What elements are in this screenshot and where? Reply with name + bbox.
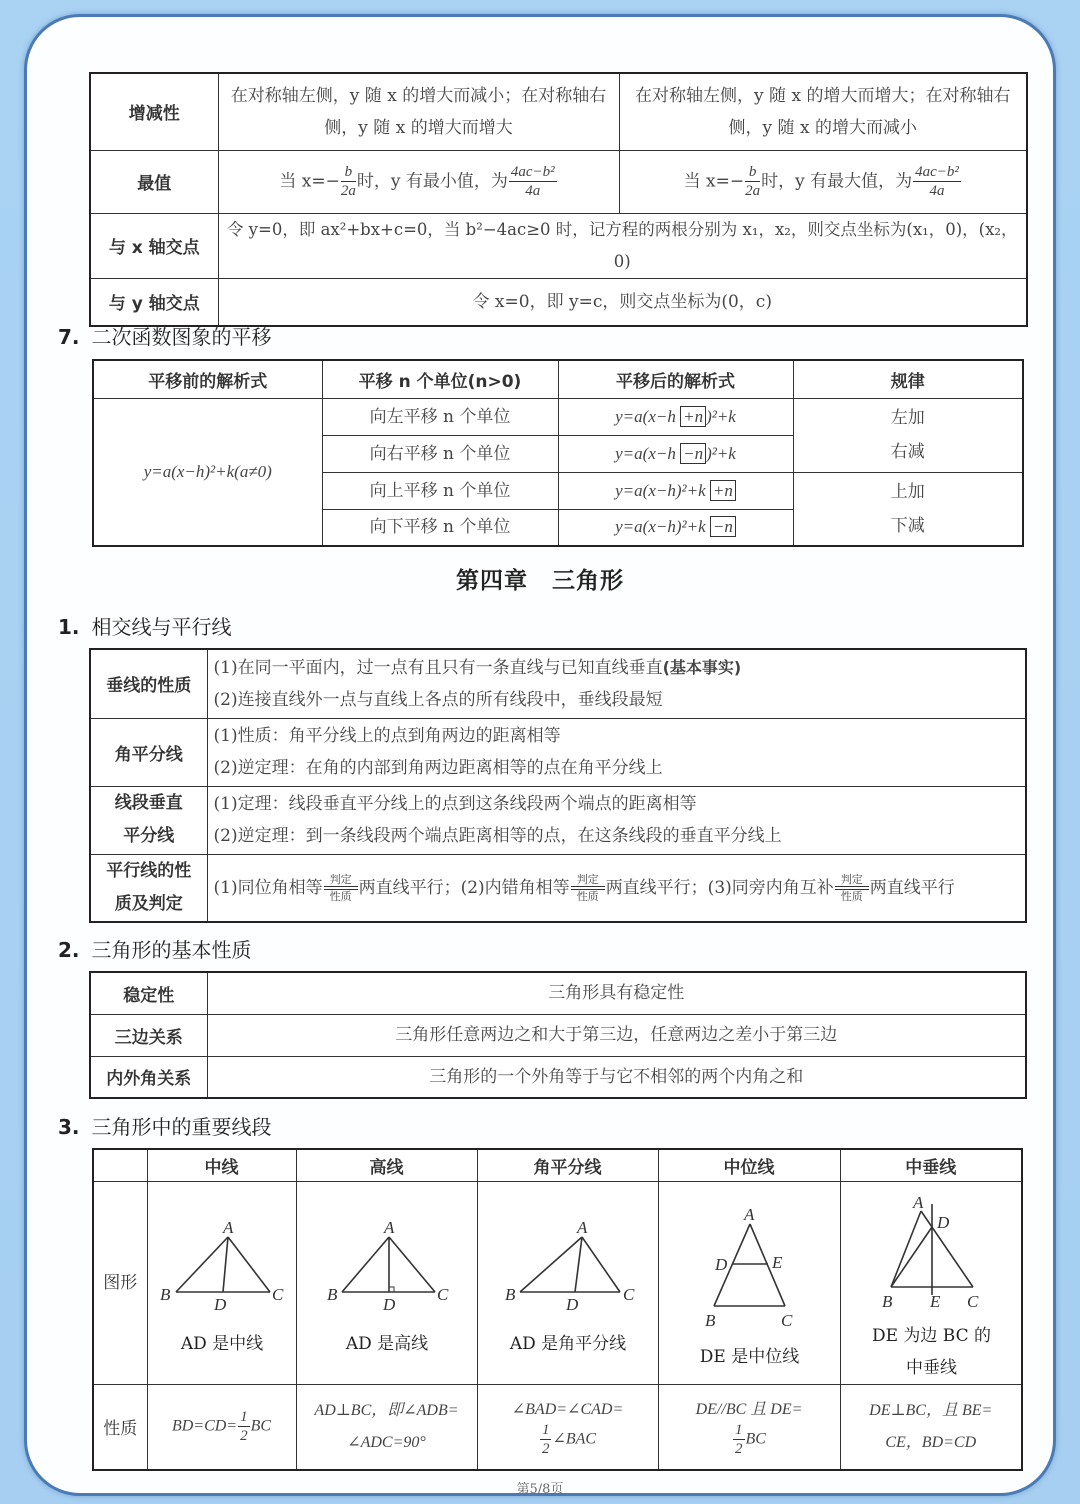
numerator: 1	[541, 1421, 550, 1438]
line-text: DE//BC 且 DE=	[695, 1400, 803, 1418]
svg-text:A: A	[222, 1217, 233, 1237]
label-line: 质及判定	[114, 893, 183, 914]
cell-x-intercept: 令 y=0，即 ax²+bx+c=0，当 b²−4ac≥0 时，记方程的两根分别为 x₁，x₂，则交点坐标为(x₁，0)，(x₂，0)	[218, 213, 1027, 278]
table-row-properties	[93, 1384, 1022, 1470]
move-description: 向左平移 n 个单位	[322, 398, 558, 435]
column-header: 角平分线	[477, 1149, 658, 1181]
row-label-x-intercept: 与 x 轴交点	[90, 213, 218, 278]
row-content: 三角形的一个外角等于与它不相邻的两个内角之和	[207, 1056, 1026, 1098]
rule-text: 右减	[890, 442, 925, 462]
section-number: 3.	[58, 1115, 80, 1139]
column-header: 中位线	[658, 1149, 840, 1181]
svg-text:C: C	[966, 1291, 978, 1311]
text: 时，y 有最大值，为	[761, 171, 913, 191]
fraction	[913, 165, 961, 199]
row-content: 三角形具有稳定性	[207, 972, 1026, 1014]
rule-horizontal	[793, 398, 1023, 472]
figure-caption: AD 是中线	[180, 1333, 264, 1354]
row-content	[207, 718, 1026, 786]
line-text: (1)性质：角平分线上的点到角两边的距离相等	[213, 726, 561, 746]
line-text: (2)逆定理：在角的内部到角两边距离相等的点在角平分线上	[213, 758, 663, 778]
svg-text:B: B	[881, 1291, 892, 1311]
boxed-term: −n	[680, 443, 706, 464]
boxed-term: +n	[680, 406, 706, 427]
arrow-label: 判定	[329, 873, 352, 887]
table-row	[90, 854, 1026, 922]
figure-caption: AD 是高线	[345, 1333, 429, 1354]
triangle-segments-table	[92, 1148, 1023, 1471]
quadratic-properties-table	[89, 72, 1028, 327]
svg-text:A: A	[912, 1192, 923, 1212]
line-text: CE，BD=CD	[885, 1433, 977, 1451]
column-header: 规律	[793, 360, 1023, 398]
table-row	[90, 213, 1027, 278]
rule-vertical	[793, 472, 1023, 546]
denominator: 2	[735, 1440, 743, 1457]
svg-text:A: A	[383, 1217, 394, 1237]
text: 两直线平行	[869, 877, 955, 898]
numerator: 4ac−b²	[510, 163, 555, 180]
table-row	[90, 649, 1026, 718]
arrow-label: 性质	[840, 890, 863, 904]
fraction	[341, 165, 356, 199]
result-formula	[558, 398, 793, 435]
section-title: 三角形的基本性质	[91, 938, 252, 962]
table-row	[90, 718, 1026, 786]
text: y=a(x−h	[615, 406, 681, 426]
move-description: 向下平移 n 个单位	[322, 509, 558, 546]
section-title: 相交线与平行线	[91, 615, 232, 639]
section-number: 2.	[58, 938, 80, 962]
cell-extremum-right	[619, 150, 1027, 213]
row-content	[207, 649, 1026, 718]
numerator: 4ac−b²	[915, 163, 959, 180]
arrow-label: 性质	[576, 890, 599, 904]
text: y=a(x−h)²+k	[615, 517, 710, 537]
svg-text:B: B	[159, 1284, 170, 1304]
figure-altitude	[296, 1181, 477, 1384]
row-label: 稳定性	[90, 972, 207, 1014]
text: )²+k	[706, 406, 736, 426]
column-header: 平移后的解析式	[558, 360, 793, 398]
text: y=a(x−h	[615, 443, 681, 463]
column-header: 中垂线	[840, 1149, 1022, 1181]
fraction	[238, 1410, 250, 1444]
line-text: AD⊥BC，即∠ADB=	[314, 1401, 459, 1419]
row-label: 内外角关系	[90, 1056, 207, 1098]
cell-monotonicity-right: 在对称轴左侧，y 随 x 的增大而增大；在对称轴右侧，y 随 x 的增大而减小	[619, 73, 1027, 150]
bold-note: (基本事实)	[662, 657, 742, 677]
line-text: (1)在同一平面内，过一点有且只有一条直线与已知直线垂直	[213, 657, 663, 678]
section-heading	[58, 934, 252, 963]
numerator: 1	[240, 1408, 248, 1425]
figure-median	[147, 1181, 296, 1384]
property-median	[147, 1384, 296, 1470]
text: BD=CD=	[171, 1417, 238, 1435]
row-label-y-intercept: 与 y 轴交点	[90, 278, 218, 326]
label-line: 平分线	[123, 826, 175, 846]
svg-text:C: C	[271, 1284, 283, 1304]
row-label: 角平分线	[90, 718, 207, 786]
svg-text:D: D	[213, 1294, 226, 1314]
text: BC	[250, 1417, 272, 1435]
svg-text:B: B	[326, 1284, 337, 1304]
cell-y-intercept: 令 x=0，即 y=c，则交点坐标为(0，c)	[218, 278, 1027, 326]
arrow-label: 判定	[840, 873, 863, 887]
row-label: 性质	[93, 1384, 147, 1470]
svg-text:E: E	[771, 1252, 782, 1272]
svg-text:A: A	[743, 1204, 754, 1224]
rule-text: 上加	[890, 481, 925, 502]
text: BC	[745, 1430, 766, 1448]
column-header: 平移 n 个单位(n>0)	[322, 360, 558, 398]
section-number: 7.	[58, 325, 80, 349]
table-row	[90, 150, 1027, 213]
column-header	[93, 1149, 147, 1181]
text: y=a(x−h)²+k	[615, 480, 710, 500]
triangle-basics-table	[89, 971, 1027, 1099]
svg-text:D: D	[565, 1294, 578, 1314]
page-number: 第5/8页	[516, 1482, 564, 1497]
svg-text:C: C	[622, 1284, 634, 1304]
svg-text:B: B	[704, 1310, 715, 1330]
text: 两直线平行；(3)同旁内角互补	[605, 877, 834, 898]
table-row	[90, 73, 1027, 150]
figure-caption: AD 是角平分线	[509, 1333, 627, 1354]
section-title: 二次函数图象的平移	[91, 325, 272, 349]
row-content: 三角形任意两边之和大于第三边，任意两边之差小于第三边	[207, 1014, 1026, 1056]
table-header-row	[93, 360, 1023, 398]
table-row	[90, 1056, 1026, 1098]
lines-table	[89, 648, 1027, 923]
arrow-label: 性质	[329, 890, 352, 904]
section-heading	[58, 611, 232, 640]
move-description: 向上平移 n 个单位	[322, 472, 558, 509]
rule-text: 左加	[890, 408, 925, 428]
table-row-figures	[93, 1181, 1022, 1384]
text: 当 x=−	[683, 171, 745, 191]
rule-text: 下减	[890, 515, 925, 536]
caption-line: 中垂线	[906, 1357, 957, 1378]
row-content	[207, 786, 1026, 854]
row-label	[90, 786, 207, 854]
svg-text:A: A	[576, 1217, 587, 1237]
numerator: 1	[735, 1421, 743, 1438]
text: )²+k	[706, 443, 736, 463]
svg-text:D: D	[382, 1294, 395, 1314]
section-heading	[58, 321, 272, 350]
svg-text:C: C	[780, 1310, 792, 1330]
figure-caption: DE 是中位线	[699, 1346, 800, 1367]
numerator: b	[341, 165, 356, 182]
denominator: 2	[541, 1440, 550, 1457]
property-midline	[658, 1384, 840, 1470]
line-text: (2)连接直线外一点与直线上各点的所有线段中，垂线段最短	[213, 689, 663, 710]
row-label	[90, 854, 207, 922]
column-header: 高线	[296, 1149, 477, 1181]
text: 当 x=−	[279, 171, 340, 191]
svg-text:D: D	[936, 1212, 949, 1232]
arrow-label: 判定	[576, 873, 599, 887]
denominator: 2	[240, 1427, 248, 1444]
equivalence-arrow-icon	[324, 874, 358, 902]
caption-line: DE 为边 BC 的	[871, 1325, 992, 1346]
translation-table	[92, 359, 1024, 547]
row-label: 图形	[93, 1181, 147, 1384]
section-title: 三角形中的重要线段	[91, 1115, 272, 1139]
text: (1)同位角相等	[213, 877, 323, 898]
property-perpendicular-bisector	[840, 1384, 1022, 1470]
table-row	[90, 278, 1027, 326]
move-description: 向右平移 n 个单位	[322, 435, 558, 472]
text: ∠BAC	[552, 1430, 597, 1448]
original-formula: y=a(x−h)²+k(a≠0)	[93, 398, 322, 546]
svg-text:D: D	[714, 1254, 727, 1274]
figure-angle-bisector	[477, 1181, 658, 1384]
line-text: (1)定理：线段垂直平分线上的点到这条线段两个端点的距离相等	[213, 794, 697, 814]
equivalence-arrow-icon	[571, 874, 605, 902]
equivalence-arrow-icon	[835, 874, 869, 902]
section-number: 1.	[58, 615, 80, 639]
table-row	[93, 398, 1023, 435]
column-header: 平移前的解析式	[93, 360, 322, 398]
fraction	[509, 165, 557, 199]
row-label: 三边关系	[90, 1014, 207, 1056]
svg-text:B: B	[504, 1284, 515, 1304]
text: 时，y 有最小值，为	[356, 171, 508, 191]
table-row	[90, 972, 1026, 1014]
numerator: b	[745, 165, 760, 182]
svg-text:C: C	[436, 1284, 448, 1304]
table-row	[90, 786, 1026, 854]
denominator: 4a	[525, 182, 541, 199]
cell-monotonicity-left: 在对称轴左侧，y 随 x 的增大而减小；在对称轴右侧，y 随 x 的增大而增大	[218, 73, 619, 150]
result-formula	[558, 435, 793, 472]
figure-perpendicular-bisector	[840, 1181, 1022, 1384]
property-altitude	[296, 1384, 477, 1470]
row-label-monotonicity: 增减性	[90, 73, 218, 150]
property-angle-bisector	[477, 1384, 658, 1470]
section-heading	[58, 1111, 272, 1140]
label-line: 线段垂直	[114, 793, 183, 813]
svg-text:E: E	[929, 1291, 940, 1311]
chapter-title: 第四章 三角形	[456, 568, 624, 594]
row-label-extremum: 最值	[90, 150, 218, 213]
cell-extremum-left	[218, 150, 619, 213]
line-text: ∠ADC=90°	[347, 1433, 426, 1451]
figure-midline	[658, 1181, 840, 1384]
table-header-row	[93, 1149, 1022, 1181]
line-text: (2)逆定理：到一条线段两个端点距离相等的点，在这条线段的垂直平分线上	[213, 826, 782, 846]
table-row	[90, 1014, 1026, 1056]
boxed-term: −n	[710, 516, 736, 537]
line-text: DE⊥BC，且 BE=	[869, 1401, 993, 1419]
column-header: 中线	[147, 1149, 296, 1181]
row-label: 垂线的性质	[90, 649, 207, 718]
result-formula	[558, 509, 793, 546]
text: 两直线平行；(2)内错角相等	[358, 877, 570, 898]
denominator: 2a	[745, 182, 761, 199]
boxed-term: +n	[710, 480, 736, 501]
fraction	[540, 1423, 552, 1457]
result-formula	[558, 472, 793, 509]
fraction	[733, 1423, 745, 1457]
row-content	[207, 854, 1026, 922]
fraction	[745, 165, 760, 199]
denominator: 2a	[340, 182, 356, 199]
denominator: 4a	[929, 182, 945, 199]
line-text: ∠BAD=∠CAD=	[511, 1400, 624, 1418]
figure-caption	[841, 1320, 1023, 1384]
label-line: 平行线的性	[106, 860, 192, 881]
